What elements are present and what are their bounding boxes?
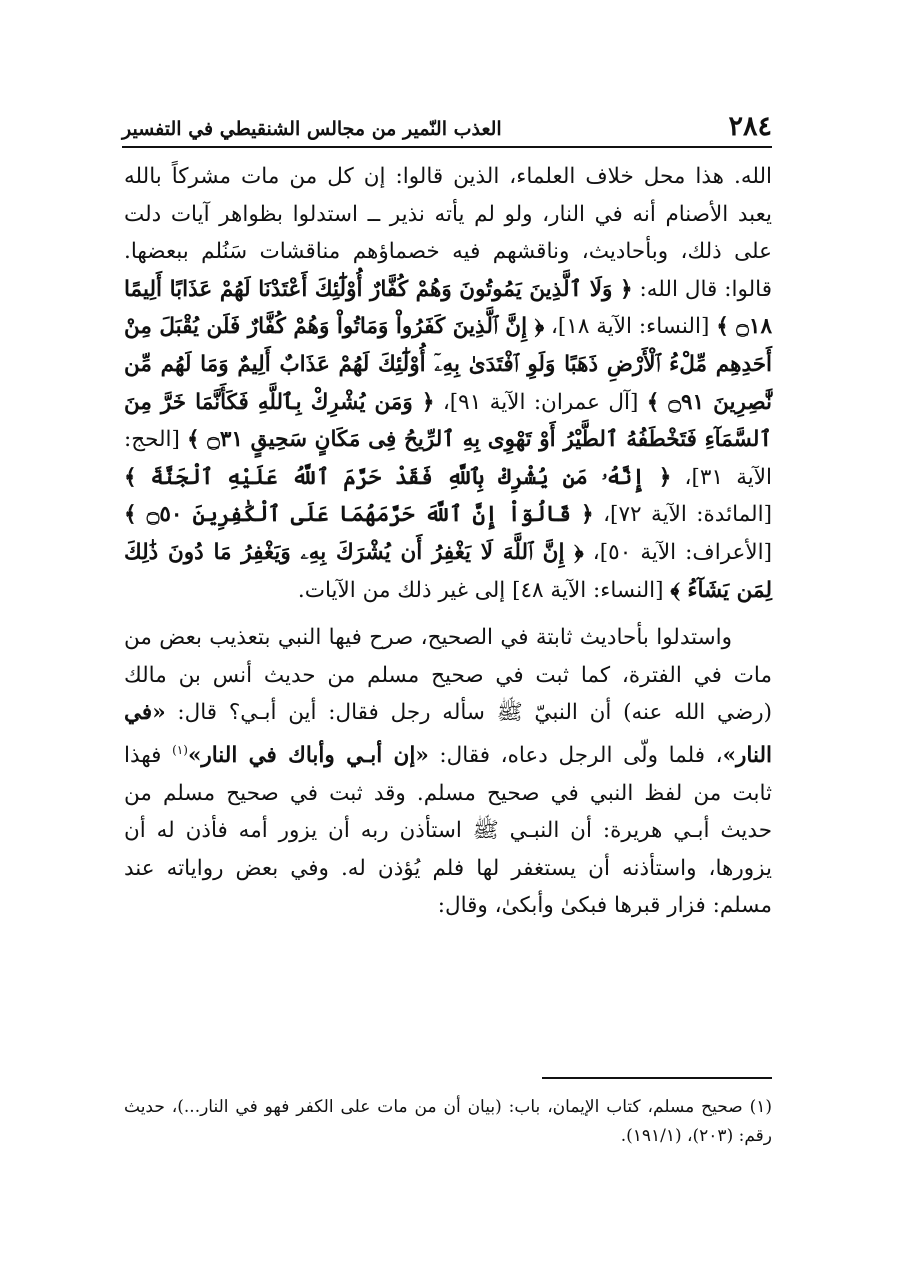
paragraph-2-text-c: ، فلما ولّى الرجل دعاه، فقال: <box>428 743 723 769</box>
footnote-reference[interactable]: (١) <box>172 742 188 757</box>
quran-verse-5: ﴿ قَالُوٓاْ إِنَّ ٱللَّهَ حَرَّمَهُمَا عَلَى ٱلْكَٰفِرِينَ ۝٥٠ ﴾ <box>124 502 594 528</box>
verse-reference-1: [النساء: الآية ١٨]، <box>544 314 717 340</box>
quran-verse-1: ﴿ وَلَا ٱلَّذِينَ يَمُوتُونَ وَهُمْ كُفَّارٌ أُوْلَٰٓئِكَ أَعْتَدْنَا لَهُمْ عَذَابًا أَلِيمًا ۝١٨ ﴾ <box>124 276 772 340</box>
paragraph-2-text-a: واستدلوا بأحاديث ثابتة في الصحيح، صرح فيها النبي بتعذيب بعض من مات في الفترة، كما ثبت في صحيح مسلم من حديث أنس بن مالك (رضي الله عنه) أن النبيّ ﷺ سأله رجل فقال: أين أبـي؟ قال: <box>124 625 772 726</box>
paragraph-1-intro: الله. هذا محل خلاف العلماء، الذين قالوا: إن كل من مات مشركاً بالله يعبد الأصنام أنه في النار، ولو لم يأته نذير ــ استدلوا بظواهر آيات دلت على ذلك، وبأحاديث، وناقشهم فيه خصماؤهم مناقشات سَنُلم ببعضها. قالوا: قال الله: <box>124 164 772 302</box>
verse-reference-5: [الأعراف: الآية ٥٠]، <box>583 539 773 565</box>
quran-verse-6: ﴿ إِنَّ ٱللَّهَ لَا يَغْفِرُ أَن يُشْرَكَ بِهِۦ وَيَغْفِرُ مَا دُونَ ذَٰلِكَ لِمَن يَشَآءُ ﴾ <box>124 539 772 603</box>
verse-reference-6: [النساء: الآية ٤٨] إلى غير ذلك من الآيات. <box>297 577 671 603</box>
quran-verse-2: ﴿ إِنَّ ٱلَّذِينَ كَفَرُواْ وَمَاتُواْ وَهُمْ كُفَّارٌ فَلَن يُقْبَلَ مِنْ أَحَدِهِم مِّلْءُ ٱلْأَرْضِ ذَهَبًا وَلَوِ ٱفْتَدَىٰ بِهِۦٓ أُوْلَٰٓئِكَ لَهُمْ عَذَابٌ أَلِيمٌ وَمَا لَهُم مِّن نَّٰصِرِينَ ۝٩١ ﴾ <box>124 314 772 415</box>
verse-reference-2: [آل عمران: الآية ٩١]، <box>434 389 647 415</box>
verse-reference-4: [المائدة: الآية ٧٢]، <box>593 502 772 528</box>
paragraph-2 <box>124 619 772 925</box>
footnote-1: (١) صحيح مسلم، كتاب الإيمان، باب: (بيان أن من مات على الكفر فهو في النار...)، حديث رقم: (٢٠٣)، (١٩١/١). <box>124 1097 772 1146</box>
quran-verse-4: ﴿ إِنَّهُۥ مَن يُشْرِكْ بِٱللَّهِ فَقَدْ حَرَّمَ ٱللَّهُ عَلَيْهِ ٱلْجَنَّةَ ﴾ <box>124 464 672 490</box>
page-number: ٢٨٤ <box>728 111 772 142</box>
running-title: العذب النّمير من مجالس الشنقيطي في التفسير <box>122 118 502 140</box>
footnotes <box>124 1093 772 1151</box>
page-header <box>122 104 772 148</box>
paragraph-2-text-e: فهذا ثابت من لفظ النبي في صحيح مسلم. وقد ثبت في صحيح مسلم من حديث أبـي هريرة: أن النبـي ﷺ استأذن ربه أن يزور أمه فأذن له أن يزورها، واستأذنه أن يستغفر لها فلم يُؤذن له. وفي بعض رواياته عند مسلم: فزار قبرها فبكىٰ وأبكىٰ، وقال: <box>124 743 772 919</box>
verse-reference-3: [الحج: الآية ٣١]، <box>124 427 772 490</box>
hadith-quote-1: «في النار» <box>124 700 772 769</box>
paragraph-1 <box>124 158 772 609</box>
footnote-separator <box>542 1077 772 1079</box>
main-text <box>124 158 772 925</box>
hadith-quote-2: «إن أبـي وأباك في النار» <box>187 743 429 769</box>
quran-verse-3: ﴿ وَمَن يُشْرِكْ بِٱللَّهِ فَكَأَنَّمَا خَرَّ مِنَ ٱلسَّمَآءِ فَتَخْطَفُهُ ٱلطَّيْرُ أَوْ تَهْوِى بِهِ ٱلرِّيحُ فِى مَكَانٍ سَحِيقٍ ۝٣١ ﴾ <box>124 389 772 453</box>
